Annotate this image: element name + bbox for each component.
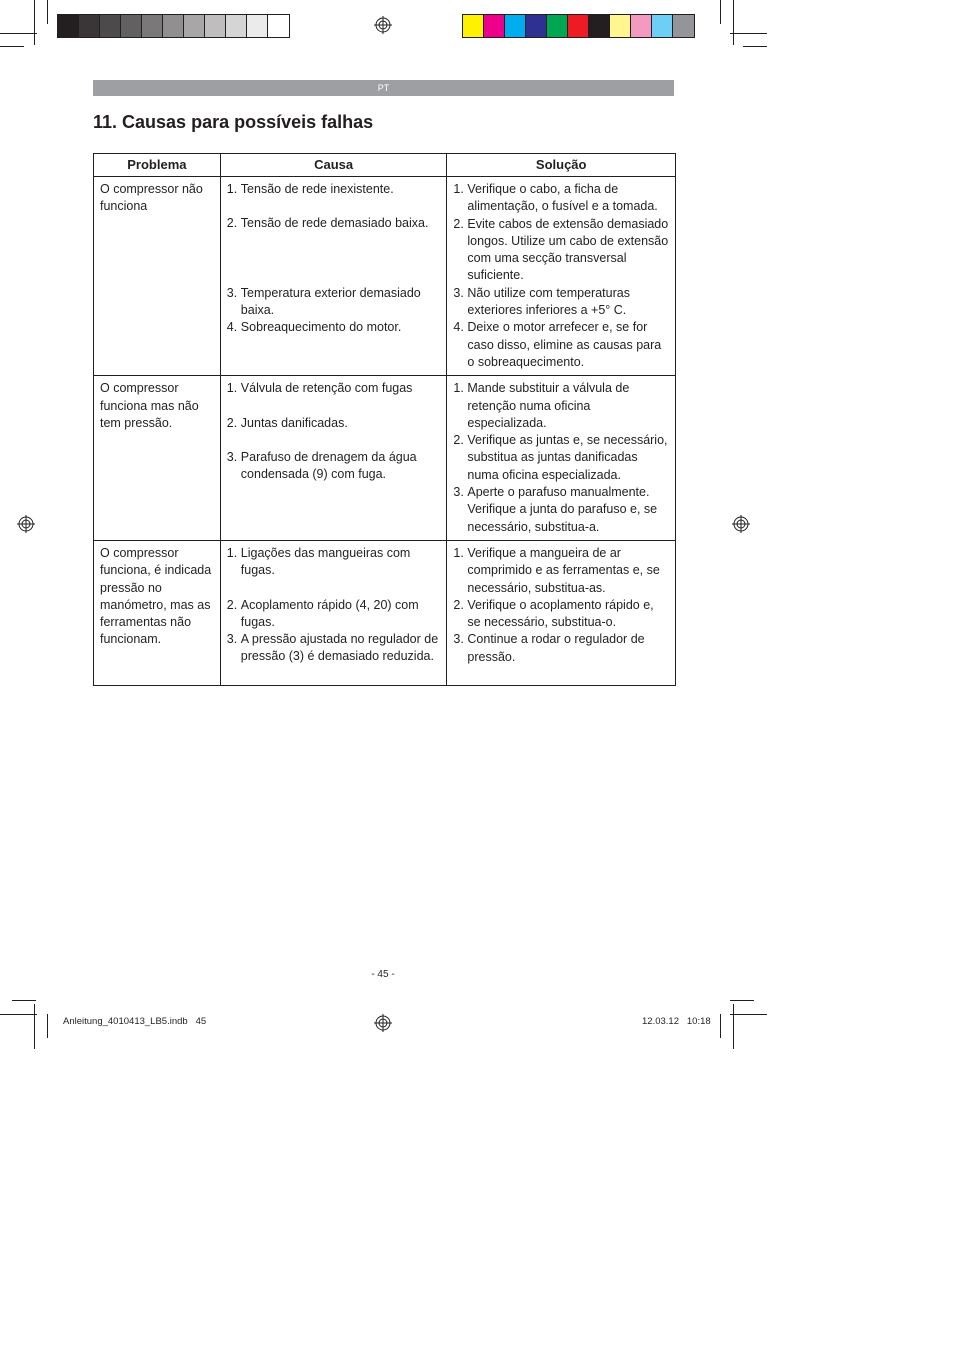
item-number: 2. xyxy=(226,216,238,231)
item-number: 3. xyxy=(226,449,238,464)
color-swatch xyxy=(526,15,547,37)
item-number: 3. xyxy=(453,485,464,500)
crop-mark xyxy=(0,1014,37,1015)
footer-timestamp: 12.03.12 10:18 xyxy=(642,1016,711,1027)
item-number: 2. xyxy=(453,433,464,448)
color-swatch xyxy=(568,15,589,37)
crop-mark xyxy=(12,1000,36,1001)
item-number: 1. xyxy=(453,381,464,396)
cause-item: 3. Temperatura exterior demasiado baixa. xyxy=(226,285,421,317)
page-number: - 45 - xyxy=(371,969,395,980)
registration-mark-icon xyxy=(374,1014,392,1032)
grayscale-swatch xyxy=(58,15,79,37)
cause-item: 2. Acoplamento rápido (4, 20) com fugas. xyxy=(226,597,419,629)
item-number: 2. xyxy=(226,597,238,612)
crop-mark xyxy=(0,46,24,47)
grayscale-swatch xyxy=(184,15,205,37)
language-header-band xyxy=(93,80,674,96)
cause-item: 1. Ligações das mangueiras com fugas. xyxy=(226,545,411,578)
solution-item: 2. Evite cabos de extensão demasiado longos. Utilize um cabo de extensão com uma secção transversal suficiente. xyxy=(453,216,669,283)
solution-cell xyxy=(447,540,676,685)
item-number: 4. xyxy=(453,320,464,335)
color-swatch xyxy=(589,15,610,37)
cause-cell xyxy=(220,540,447,685)
problem-text: O compressor funciona, é indicada pressão no manómetro, mas as ferramentas não funcionam. xyxy=(100,545,212,647)
color-swatch xyxy=(463,15,484,37)
grayscale-color-bar xyxy=(57,14,290,38)
crop-mark xyxy=(720,1014,721,1038)
item-number: 1. xyxy=(226,182,238,196)
cause-item: 1. Válvula de retenção com fugas xyxy=(227,380,442,397)
solution-item: 4. Deixe o motor arrefecer e, se for caso disso, elimine as causas para o sobreaquecimento. xyxy=(453,320,662,369)
crop-mark xyxy=(733,0,734,45)
problem-cell xyxy=(94,177,221,376)
cause-item: 4. Sobreaquecimento do motor. xyxy=(227,319,442,336)
color-swatch xyxy=(631,15,652,37)
color-swatch xyxy=(652,15,673,37)
column-header-solution: Solução xyxy=(447,154,676,177)
table-row xyxy=(94,540,676,685)
cmyk-color-bar xyxy=(462,14,695,38)
problem-text: O compressor funciona mas não tem pressão. xyxy=(100,381,199,430)
cause-cell xyxy=(220,177,447,376)
crop-mark xyxy=(730,1000,754,1001)
table-row xyxy=(94,376,676,541)
solution-item: 3. Aperte o parafuso manualmente. Verifique a junta do parafuso e, se necessário, substitua-a. xyxy=(453,485,658,534)
item-number: 1. xyxy=(453,545,464,560)
item-number: 2. xyxy=(453,597,464,612)
item-number: 2. xyxy=(453,216,464,231)
crop-mark xyxy=(730,1014,767,1015)
solution-item: 2. Verifique o acoplamento rápido e, se necessário, substitua-o. xyxy=(453,597,654,630)
crop-mark xyxy=(34,0,35,45)
footer-file-info: Anleitung_4010413_LB5.indb 45 xyxy=(63,1016,207,1027)
grayscale-swatch xyxy=(268,15,289,37)
registration-mark-icon xyxy=(17,515,35,533)
solution-item: 1. Mande substituir a válvula de retenção numa oficina especializada. xyxy=(453,381,630,430)
item-number: 1. xyxy=(226,381,238,396)
crop-mark xyxy=(730,33,767,34)
item-number: 3. xyxy=(226,632,238,647)
section-title: 11. Causas para possíveis falhas xyxy=(93,112,374,132)
problem-cell xyxy=(94,540,221,685)
solution-item: 3. Não utilize com temperaturas exteriores inferiores a +5° C. xyxy=(453,285,630,318)
grayscale-swatch xyxy=(121,15,142,37)
cause-item: 2. Tensão de rede demasiado baixa. xyxy=(227,215,442,232)
cause-item: 2. Juntas danificadas. xyxy=(227,415,442,432)
grayscale-swatch xyxy=(247,15,268,37)
grayscale-swatch xyxy=(205,15,226,37)
cause-cell xyxy=(220,376,447,541)
registration-mark-icon xyxy=(732,515,750,533)
table-header-row xyxy=(94,154,676,177)
item-number: 4. xyxy=(226,320,238,335)
color-swatch xyxy=(673,15,694,37)
grayscale-swatch xyxy=(163,15,184,37)
color-swatch xyxy=(610,15,631,37)
grayscale-swatch xyxy=(142,15,163,37)
crop-mark xyxy=(34,1004,35,1049)
cause-item: 3. Parafuso de drenagem da água condensada (9) com fuga. xyxy=(226,449,417,482)
grayscale-swatch xyxy=(226,15,247,37)
crop-mark xyxy=(720,0,721,24)
crop-mark xyxy=(0,33,37,34)
crop-mark xyxy=(47,1014,48,1038)
item-number: 3. xyxy=(226,285,238,300)
color-swatch xyxy=(505,15,526,37)
solution-item: 1. Verifique a mangueira de ar comprimido e as ferramentas e, se necessário, substitua-as. xyxy=(453,545,660,595)
crop-mark xyxy=(733,1004,734,1049)
cause-item: 1. Tensão de rede inexistente. xyxy=(227,181,442,198)
crop-mark xyxy=(743,46,767,47)
cause-item: 3. A pressão ajustada no regulador de pressão (3) é demasiado reduzida. xyxy=(226,632,439,664)
solution-item: 3. Continue a rodar o regulador de pressão. xyxy=(453,632,645,664)
item-number: 1. xyxy=(226,545,238,560)
item-number: 2. xyxy=(226,415,238,430)
solution-item: 2. Verifique as juntas e, se necessário, substitua as juntas danificadas numa oficina especializada. xyxy=(453,433,668,482)
grayscale-swatch xyxy=(79,15,100,37)
item-number: 1. xyxy=(453,182,464,196)
registration-mark-icon xyxy=(374,16,392,34)
grayscale-swatch xyxy=(100,15,121,37)
solution-item: 1. Verifique o cabo, a ficha de alimentação, o fusível e a tomada. xyxy=(453,182,658,214)
language-label: PT xyxy=(377,83,390,93)
column-header-problem: Problema xyxy=(94,154,221,177)
table-row xyxy=(94,177,676,376)
solution-cell xyxy=(447,177,676,376)
crop-mark xyxy=(47,0,48,24)
item-number: 3. xyxy=(453,632,464,647)
color-swatch xyxy=(547,15,568,37)
column-header-cause: Causa xyxy=(220,154,447,177)
solution-cell xyxy=(447,376,676,541)
problem-text: O compressor não funciona xyxy=(100,182,203,214)
color-swatch xyxy=(484,15,505,37)
item-number: 3. xyxy=(453,285,464,300)
problem-cell xyxy=(94,376,221,541)
troubleshooting-table xyxy=(93,153,676,686)
